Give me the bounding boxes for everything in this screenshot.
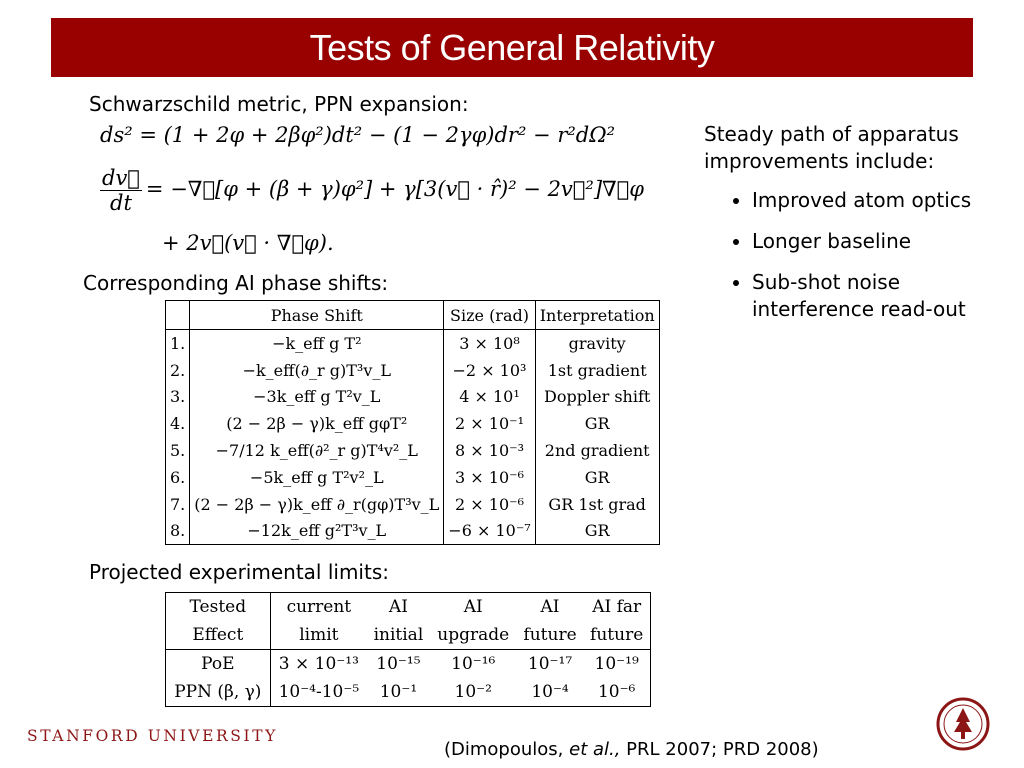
column-header: Tested	[166, 593, 271, 622]
improvement-list	[704, 187, 972, 323]
equation-fraction	[100, 166, 142, 215]
limit-cell: 3 × 10⁻¹³	[278, 654, 359, 674]
size-cell: −2 × 10³	[444, 357, 535, 384]
size-cell: 3 × 10⁻⁶	[444, 464, 535, 491]
size-cell: 2 × 10⁻⁶	[444, 491, 535, 518]
metric-label: Schwarzschild metric, PPN expansion:	[89, 92, 469, 116]
column-subheader: Effect	[166, 621, 271, 650]
citation	[444, 739, 819, 760]
interpretation-cell: GR	[584, 414, 610, 434]
size-cell: 3 × 10⁸	[444, 330, 535, 357]
column-header-index	[166, 301, 190, 330]
interpretation-cell: 1st gradient	[547, 360, 647, 380]
size-cell: 8 × 10⁻³	[444, 437, 535, 464]
table-row	[166, 491, 660, 518]
phase-shift-cell: (2 − 2β − γ)k_eff ∂_r(gφ)T³v_L	[190, 491, 444, 518]
list-item: • Sub-shot noise interference read-out	[752, 269, 972, 323]
limit-cell: 10⁻⁴	[531, 682, 569, 702]
phase-shift-cell: −k_eff(∂_r g)T³v_L	[190, 357, 444, 384]
limit-cell: 10⁻⁴-10⁻⁵	[278, 682, 360, 702]
table-header-row	[166, 301, 660, 330]
limits-label: Projected experimental limits:	[89, 560, 389, 584]
phase-shifts-label: Corresponding AI phase shifts:	[83, 271, 389, 295]
column-header: AI	[463, 597, 483, 617]
interpretation-cell: GR 1st grad	[548, 494, 646, 514]
row-index: 2.	[166, 357, 190, 384]
table-row	[166, 464, 660, 491]
column-header: AI	[388, 597, 408, 617]
limit-cell: 10⁻⁶	[597, 682, 636, 702]
table-row	[166, 357, 660, 384]
limit-cell: 10⁻²	[454, 682, 492, 702]
column-subheader: future	[583, 621, 650, 650]
table-row	[166, 384, 660, 411]
table-row	[166, 678, 651, 707]
equation-metric: ds² = (1 + 2φ + 2βφ²)dt² − (1 − 2γφ)dr² − r²dΩ²	[100, 123, 616, 147]
phase-shift-cell: (2 − 2β − γ)k_eff gφT²	[190, 410, 444, 437]
equation-rhs: = −∇⃗[φ + (β + γ)φ²] + γ[3(v⃗ · r̂)² − 2v⃗²]∇⃗φ	[145, 177, 644, 201]
citation-journals: PRL 2007; PRD 2008)	[620, 739, 819, 760]
table-header-row	[166, 621, 651, 650]
row-index: 3.	[166, 384, 190, 411]
interpretation-cell: GR	[584, 521, 610, 541]
limit-cell: 10⁻¹⁷	[527, 654, 573, 674]
size-cell: −6 × 10⁻⁷	[444, 518, 535, 545]
phase-shift-cell: −3k_eff g T²v_L	[190, 384, 444, 411]
interpretation-cell: Doppler shift	[544, 387, 651, 407]
row-index: 5.	[166, 437, 190, 464]
table-row	[166, 437, 660, 464]
sidebar-intro: Steady path of apparatus improvements include:	[704, 122, 959, 173]
interpretation-cell: GR	[584, 467, 610, 487]
slide-title: Tests of General Relativity	[309, 26, 715, 68]
stanford-seal-icon	[936, 697, 990, 751]
column-subheader: initial	[367, 621, 430, 650]
sidebar-notes	[704, 121, 972, 337]
row-index: 1.	[166, 330, 190, 357]
size-cell: 2 × 10⁻¹	[444, 410, 535, 437]
university-wordmark: STANFORD UNIVERSITY	[27, 727, 278, 745]
effect-cell: PPN (β, γ)	[166, 678, 271, 707]
limit-cell: 10⁻¹	[379, 682, 418, 702]
citation-et-al: et al.,	[569, 739, 621, 760]
table-row	[166, 330, 660, 357]
row-index: 6.	[166, 464, 190, 491]
table-header-row	[166, 593, 651, 622]
column-subheader: upgrade	[430, 621, 517, 650]
interpretation-cell: gravity	[568, 333, 626, 353]
row-index: 8.	[166, 518, 190, 545]
limit-cell: 10⁻¹⁶	[451, 654, 496, 674]
citation-authors: (Dimopoulos,	[444, 739, 570, 760]
fraction-denominator: dt	[110, 191, 132, 215]
phase-shift-cell: −5k_eff g T²v²_L	[190, 464, 444, 491]
column-header: AI	[540, 597, 560, 617]
row-index: 7.	[166, 491, 190, 518]
limits-table	[165, 592, 651, 707]
interpretation-cell: 2nd gradient	[544, 441, 650, 461]
column-header: AI far	[592, 597, 642, 617]
fraction-numerator: dv⃗	[102, 166, 140, 190]
limit-cell: 10⁻¹⁵	[376, 654, 421, 674]
phase-shift-table	[165, 300, 660, 545]
column-header-phase-shift: Phase Shift	[190, 301, 444, 330]
effect-cell: PoE	[166, 650, 271, 679]
phase-shift-cell: −12k_eff g²T³v_L	[190, 518, 444, 545]
table-row	[166, 518, 660, 545]
title-bar	[51, 18, 973, 77]
phase-shift-cell: −k_eff g T²	[190, 330, 444, 357]
limit-cell: 10⁻¹⁹	[594, 654, 639, 674]
column-header: current	[286, 597, 352, 617]
list-item: • Improved atom optics	[752, 187, 972, 214]
list-item: • Longer baseline	[752, 228, 972, 255]
table-row	[166, 650, 651, 679]
column-header-size: Size (rad)	[444, 301, 535, 330]
phase-shift-cell: −7/12 k_eff(∂²_r g)T⁴v²_L	[190, 437, 444, 464]
size-cell: 4 × 10¹	[444, 384, 535, 411]
column-subheader: limit	[270, 621, 367, 650]
equation-acceleration	[100, 166, 644, 215]
row-index: 4.	[166, 410, 190, 437]
table-row	[166, 410, 660, 437]
column-subheader: future	[517, 621, 584, 650]
column-header-interpretation: Interpretation	[535, 301, 659, 330]
equation-continuation: + 2v⃗(v⃗ · ∇⃗φ).	[162, 231, 334, 255]
